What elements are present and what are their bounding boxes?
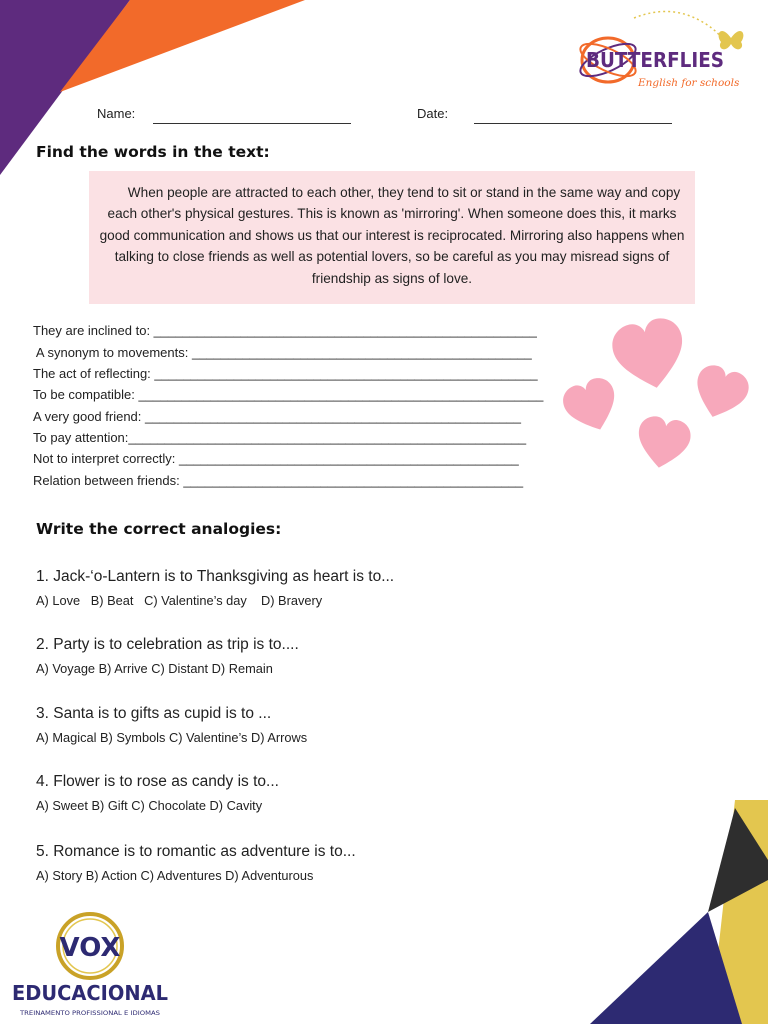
- heart-icon: [608, 314, 691, 395]
- date-blank-line[interactable]: [474, 123, 672, 124]
- fill-in-item-1[interactable]: They are inclined to: _____________________________________________________: [33, 323, 537, 338]
- name-label: Name:: [97, 106, 136, 121]
- reading-passage-text: When people are attracted to each other, they tend to sit or stand in the same way and copy each other's physical gestures. This is known as 'mirroring'. When someone does this, it marks good communication and shows us that our interest is reciprocated. Mirroring also happens when talking to close friends as well as potential lovers, so be careful as you may misread signs of friendship as signs of love.: [99, 185, 685, 286]
- reading-passage-box: [89, 171, 695, 304]
- butterflies-logo: [574, 8, 744, 93]
- analogy-question-4: 4. Flower is to rose as candy is to...: [36, 773, 279, 790]
- analogy-options-2[interactable]: A) Voyage B) Arrive C) Distant D) Remain: [36, 661, 273, 676]
- fill-in-item-5[interactable]: A very good friend: ____________________________________________________: [33, 409, 521, 424]
- logo-tagline-text: English for schools: [638, 77, 740, 89]
- fill-in-item-7[interactable]: Not to interpret correctly: _______________________________________________: [33, 451, 519, 466]
- analogy-question-3: 3. Santa is to gifts as cupid is to ...: [36, 705, 272, 722]
- fill-in-item-2[interactable]: A synonym to movements: _______________________________________________: [33, 345, 532, 360]
- vox-educacional-logo: [10, 912, 170, 1022]
- date-label: Date:: [417, 106, 449, 121]
- fill-in-item-4[interactable]: To be compatible: ________________________________________________________: [33, 387, 544, 402]
- section-title-find-words: Find the words in the text:: [36, 143, 270, 161]
- name-blank-line[interactable]: [153, 123, 351, 124]
- heart-icon: [633, 414, 693, 472]
- analogy-options-3[interactable]: A) Magical B) Symbols C) Valentine’s D) Arrows: [36, 730, 308, 745]
- fill-in-item-8[interactable]: Relation between friends: _______________________________________________: [33, 473, 524, 488]
- analogy-options-1[interactable]: A) Love B) Beat C) Valentine’s day D) Bravery: [36, 593, 323, 608]
- analogy-question-2: 2. Party is to celebration as trip is to....: [36, 636, 299, 653]
- hearts-decoration: [559, 314, 753, 472]
- logo-mark-text: VOX: [59, 933, 121, 963]
- butterfly-icon: [719, 31, 744, 49]
- heart-icon: [559, 374, 625, 439]
- section-title-analogies: Write the correct analogies:: [36, 520, 282, 538]
- analogy-question-5: 5. Romance is to romantic as adventure is to...: [36, 843, 356, 860]
- fill-in-item-3[interactable]: The act of reflecting: _____________________________________________________: [33, 366, 538, 381]
- analogy-question-1: 1. Jack-‘o-Lantern is to Thanksgiving as heart is to...: [36, 568, 395, 585]
- heart-icon: [688, 361, 753, 425]
- analogy-options-5[interactable]: A) Story B) Action C) Adventures D) Adventurous: [36, 868, 314, 883]
- analogy-options-4[interactable]: A) Sweet B) Gift C) Chocolate D) Cavity: [36, 798, 263, 813]
- logo-brand-text: BUTTERFLIES: [586, 48, 724, 72]
- fill-in-item-6[interactable]: To pay attention:_______________________________________________________: [33, 430, 527, 445]
- bottom-right-navy-shape: [590, 912, 742, 1024]
- logo-tagline-text: TREINAMENTO PROFISSIONAL E IDIOMAS: [18, 1010, 161, 1017]
- logo-name-text: EDUCACIONAL: [12, 981, 169, 1005]
